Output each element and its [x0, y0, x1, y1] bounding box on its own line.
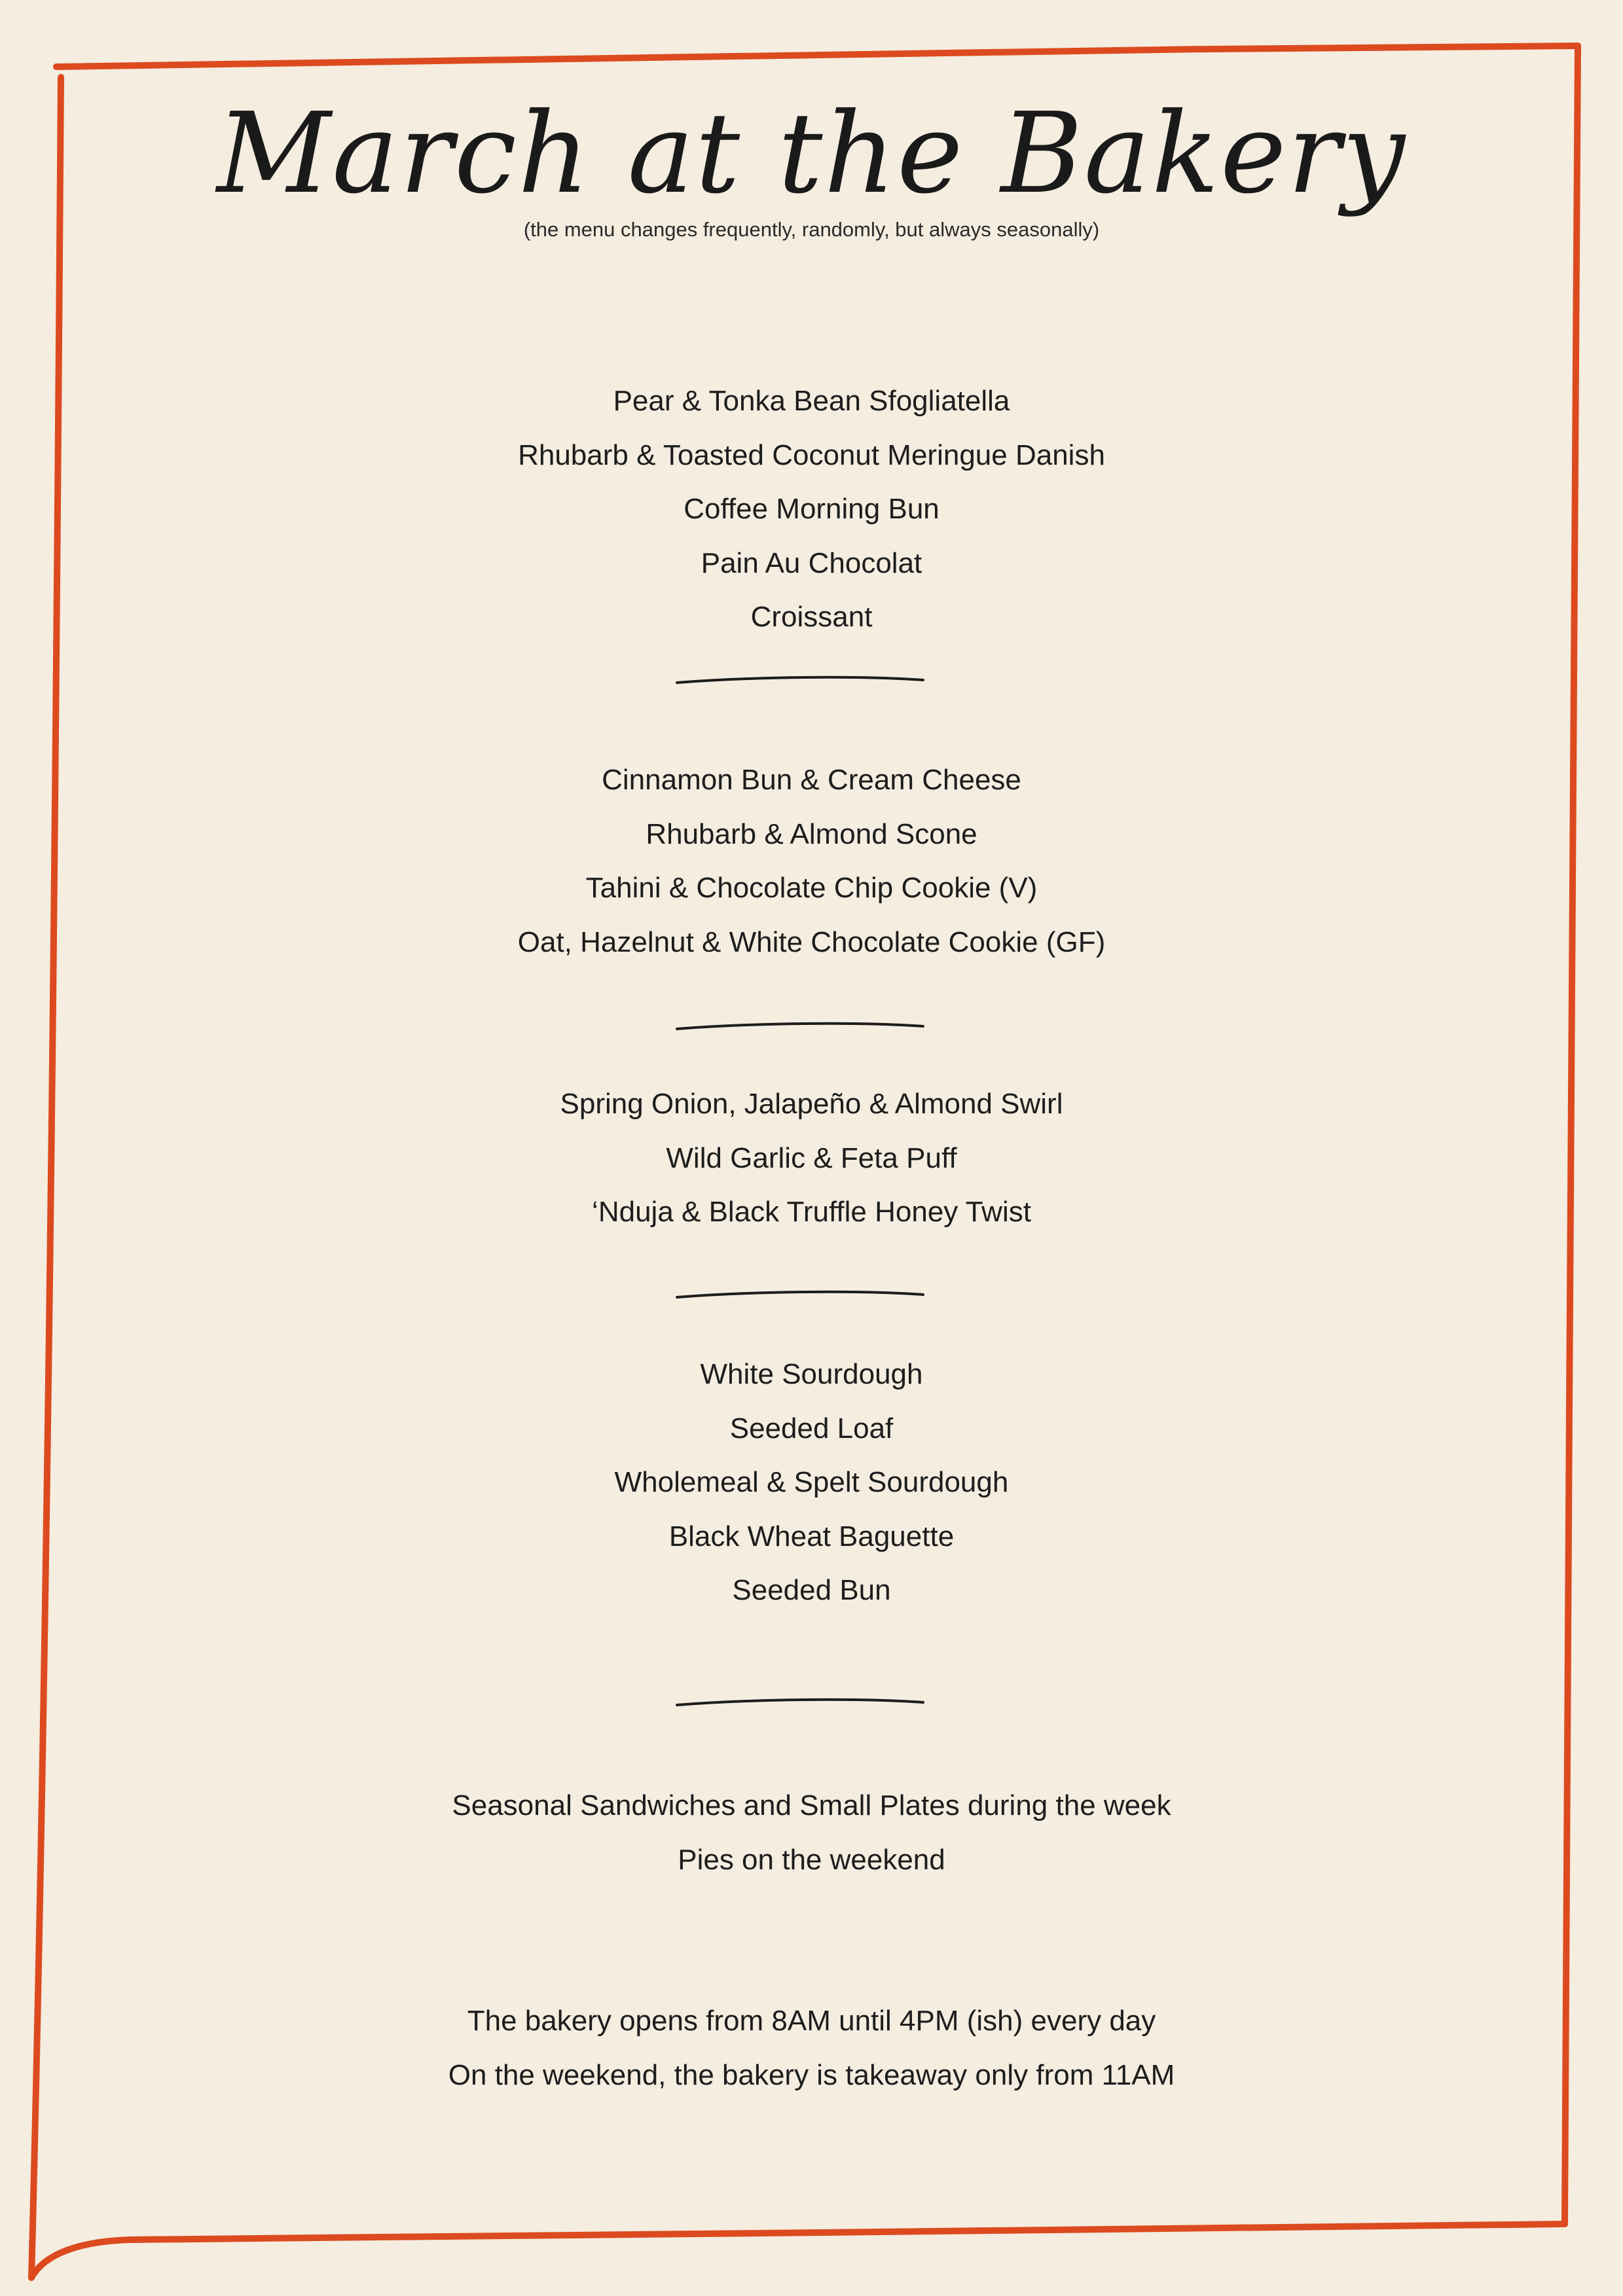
- menu-item: Croissant: [750, 601, 873, 633]
- hours-line: The bakery opens from 8AM until 4PM (ish) every day: [467, 2005, 1156, 2037]
- menu-item: Spring Onion, Jalapeño & Almond Swirl: [560, 1088, 1063, 1120]
- page-title: March at the Bakery: [217, 89, 1406, 219]
- menu-item: Tahini & Chocolate Chip Cookie (V): [585, 872, 1038, 904]
- menu-item: Seeded Loaf: [729, 1412, 894, 1444]
- menu-item: Cinnamon Bun & Cream Cheese: [602, 764, 1021, 796]
- menu-item: Rhubarb & Almond Scone: [646, 817, 977, 850]
- section-divider: [674, 672, 926, 687]
- section-divider: [674, 1018, 926, 1033]
- page-subtitle: (the menu changes frequently, randomly, but always seasonally): [523, 218, 1100, 241]
- section-opening-hours: [0, 1994, 1623, 2102]
- menu-item: Pear & Tonka Bean Sfogliatella: [613, 385, 1010, 417]
- section-divider: [674, 1694, 926, 1710]
- section-divider: [674, 1286, 926, 1302]
- menu-item: Rhubarb & Toasted Coconut Meringue Danish: [518, 439, 1105, 471]
- menu-item: Black Wheat Baguette: [668, 1520, 955, 1552]
- note-line: Seasonal Sandwiches and Small Plates during the week: [452, 1789, 1171, 1821]
- section-savoury: [0, 1077, 1623, 1240]
- section-notes: [0, 1779, 1623, 1887]
- menu-item: Wild Garlic & Feta Puff: [666, 1141, 957, 1174]
- section-sweets: [0, 753, 1623, 969]
- menu-item: Coffee Morning Bun: [684, 493, 939, 525]
- hours-line: On the weekend, the bakery is takeaway only from 11AM: [448, 2058, 1175, 2091]
- menu-item: ‘Nduja & Black Truffle Honey Twist: [592, 1196, 1031, 1228]
- section-bread: [0, 1348, 1623, 1618]
- note-line: Pies on the weekend: [678, 1843, 945, 1876]
- menu-item: Pain Au Chocolat: [701, 547, 922, 579]
- section-pastries: [0, 374, 1623, 645]
- menu-item: Wholemeal & Spelt Sourdough: [614, 1466, 1009, 1498]
- menu-item: Oat, Hazelnut & White Chocolate Cookie (GF): [517, 925, 1106, 958]
- menu-item: White Sourdough: [700, 1358, 923, 1390]
- menu-item: Seeded Bun: [732, 1574, 891, 1606]
